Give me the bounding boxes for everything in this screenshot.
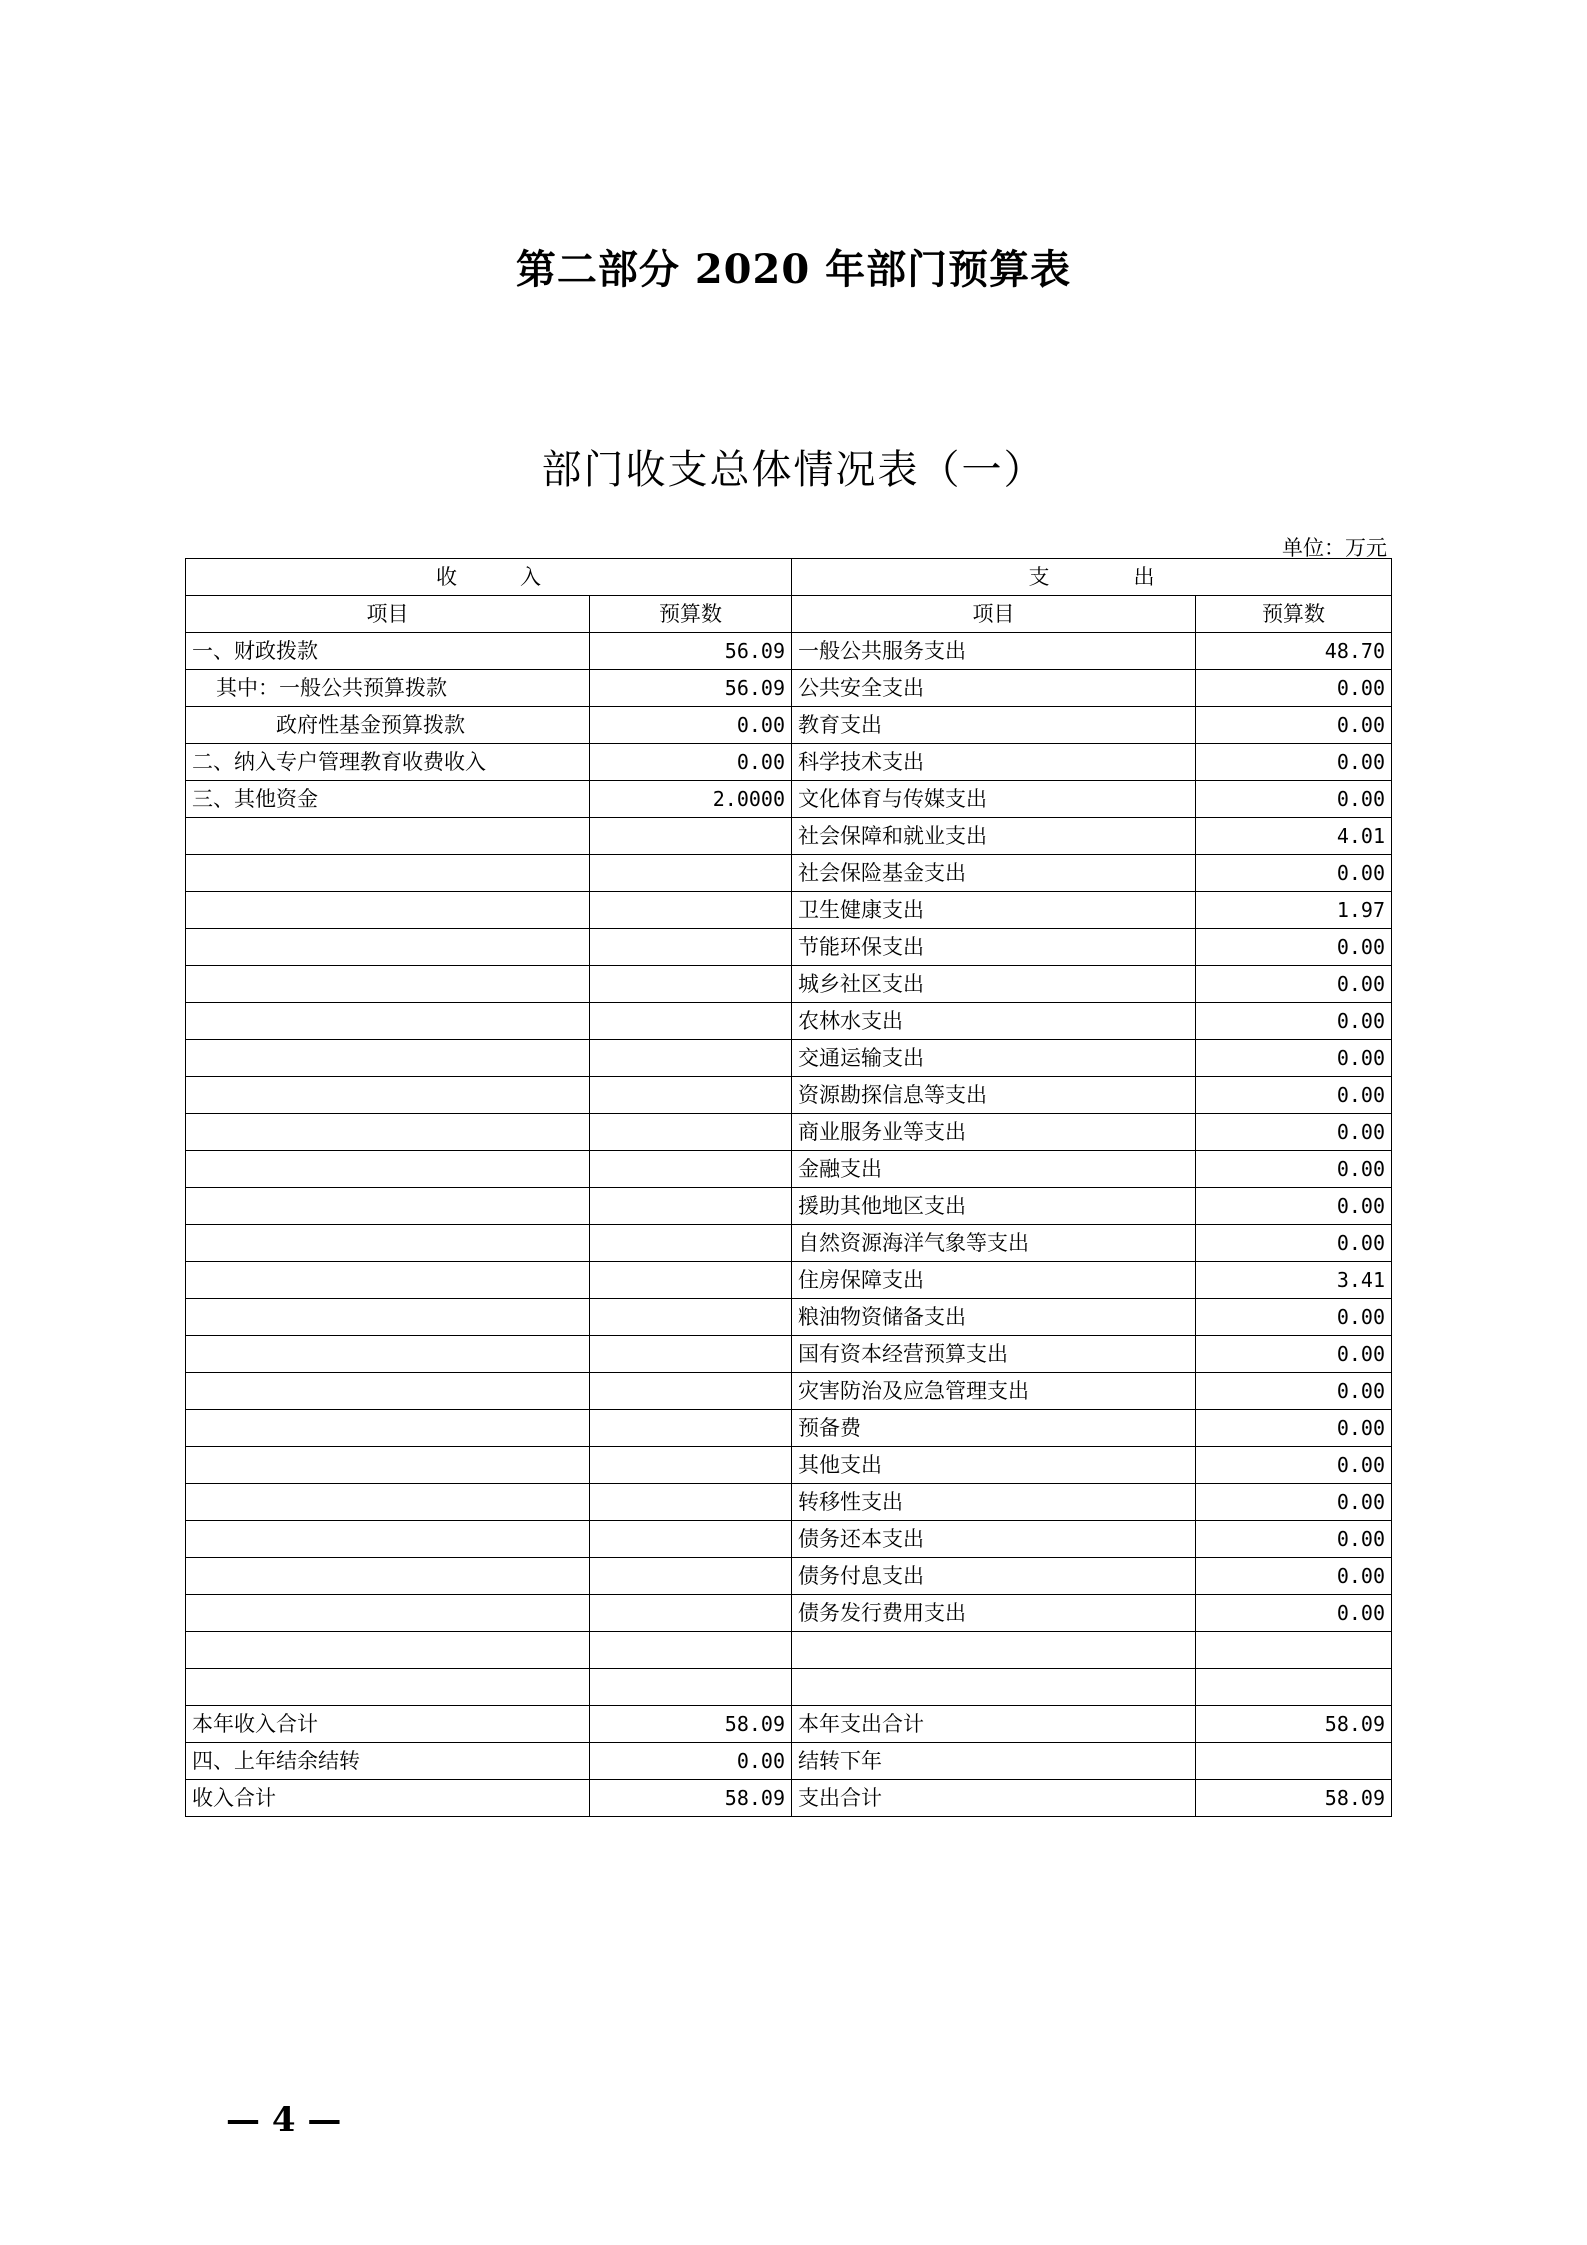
income-amount-cell: 56.09 — [590, 670, 792, 707]
income-amount-cell — [590, 1151, 792, 1188]
expense-item-cell: 商业服务业等支出 — [792, 1114, 1196, 1151]
expense-amount-cell: 0.00 — [1196, 1373, 1392, 1410]
table-row — [186, 633, 1392, 670]
table-row — [186, 1484, 1392, 1521]
income-amount-cell — [590, 966, 792, 1003]
table-row — [186, 1114, 1392, 1151]
expense-item-cell: 交通运输支出 — [792, 1040, 1196, 1077]
table-row — [186, 1040, 1392, 1077]
income-amount-cell — [590, 1077, 792, 1114]
table-row — [186, 1003, 1392, 1040]
budget-table — [185, 558, 1392, 1817]
income-amount-cell: 2.0000 — [590, 781, 792, 818]
table-row — [186, 966, 1392, 1003]
expense-amount-cell: 58.09 — [1196, 1706, 1392, 1743]
expense-item-cell — [792, 1669, 1196, 1706]
expense-amount-cell: 1.97 — [1196, 892, 1392, 929]
expense-item-cell — [792, 1632, 1196, 1669]
table-row — [186, 1669, 1392, 1706]
income-item-cell — [186, 966, 590, 1003]
income-amount-cell — [590, 1373, 792, 1410]
income-item-cell: 二、纳入专户管理教育收费收入 — [186, 744, 590, 781]
income-amount-cell: 58.09 — [590, 1706, 792, 1743]
table-row — [186, 1743, 1392, 1780]
table-row — [186, 781, 1392, 818]
expense-item-cell: 预备费 — [792, 1410, 1196, 1447]
expense-item-cell: 其他支出 — [792, 1447, 1196, 1484]
income-item-cell — [186, 1595, 590, 1632]
expense-amount-cell: 0.00 — [1196, 1299, 1392, 1336]
expense-item-cell: 科学技术支出 — [792, 744, 1196, 781]
income-amount-cell: 0.00 — [590, 707, 792, 744]
table-row — [186, 1299, 1392, 1336]
expense-item-cell: 社会保障和就业支出 — [792, 818, 1196, 855]
expense-item-cell: 公共安全支出 — [792, 670, 1196, 707]
unit-label: 单位：万元 — [1282, 536, 1387, 560]
table-body — [186, 633, 1392, 1817]
income-item-cell — [186, 1558, 590, 1595]
table-row — [186, 1410, 1392, 1447]
expense-amount-cell: 0.00 — [1196, 966, 1392, 1003]
income-item-cell: 其中：一般公共预算拨款 — [186, 670, 590, 707]
expense-item-cell: 本年支出合计 — [792, 1706, 1196, 1743]
part-title: 第二部分 2020 年部门预算表 — [515, 246, 1072, 293]
income-item-cell: 三、其他资金 — [186, 781, 590, 818]
income-item-cell — [186, 1484, 590, 1521]
expense-item-cell: 教育支出 — [792, 707, 1196, 744]
table-row — [186, 1225, 1392, 1262]
income-amount-cell — [590, 1114, 792, 1151]
table-row — [186, 1595, 1392, 1632]
income-item-cell: 四、上年结余结转 — [186, 1743, 590, 1780]
expense-amount-cell: 0.00 — [1196, 707, 1392, 744]
expense-item-cell: 粮油物资储备支出 — [792, 1299, 1196, 1336]
income-item-cell: 一、财政拨款 — [186, 633, 590, 670]
income-item-header: 项目 — [186, 596, 590, 633]
income-item-cell — [186, 1003, 590, 1040]
expense-amount-cell — [1196, 1669, 1392, 1706]
expense-amount-cell: 0.00 — [1196, 1595, 1392, 1632]
income-item-cell — [186, 1299, 590, 1336]
income-item-cell — [186, 1521, 590, 1558]
expense-amount-cell: 4.01 — [1196, 818, 1392, 855]
table-row — [186, 670, 1392, 707]
income-amount-cell — [590, 892, 792, 929]
income-amount-cell — [590, 1188, 792, 1225]
expense-item-cell: 援助其他地区支出 — [792, 1188, 1196, 1225]
expense-amount-cell — [1196, 1743, 1392, 1780]
expense-item-cell: 自然资源海洋气象等支出 — [792, 1225, 1196, 1262]
expense-item-cell: 社会保险基金支出 — [792, 855, 1196, 892]
expense-amount-cell: 0.00 — [1196, 1410, 1392, 1447]
expense-item-cell: 结转下年 — [792, 1743, 1196, 1780]
income-amount-cell — [590, 929, 792, 966]
expense-amount-header: 预算数 — [1196, 596, 1392, 633]
expense-item-cell: 债务发行费用支出 — [792, 1595, 1196, 1632]
expense-item-cell: 债务还本支出 — [792, 1521, 1196, 1558]
table-row — [186, 1188, 1392, 1225]
expense-item-cell: 支出合计 — [792, 1780, 1196, 1817]
income-item-cell — [186, 1040, 590, 1077]
income-item-cell — [186, 1225, 590, 1262]
income-item-cell — [186, 1632, 590, 1669]
table-row — [186, 818, 1392, 855]
income-amount-cell — [590, 1521, 792, 1558]
table-row — [186, 744, 1392, 781]
expense-amount-cell: 0.00 — [1196, 1484, 1392, 1521]
expense-amount-cell: 0.00 — [1196, 1114, 1392, 1151]
income-amount-header: 预算数 — [590, 596, 792, 633]
income-item-cell — [186, 1151, 590, 1188]
expense-amount-cell: 0.00 — [1196, 781, 1392, 818]
table-row — [186, 1521, 1392, 1558]
income-item-cell — [186, 929, 590, 966]
income-amount-cell: 58.09 — [590, 1780, 792, 1817]
expense-item-cell: 节能环保支出 — [792, 929, 1196, 966]
table-row — [186, 1706, 1392, 1743]
income-item-cell — [186, 1262, 590, 1299]
table-row — [186, 1077, 1392, 1114]
expense-amount-cell: 0.00 — [1196, 1225, 1392, 1262]
expense-amount-cell: 0.00 — [1196, 1336, 1392, 1373]
expense-amount-cell: 0.00 — [1196, 855, 1392, 892]
income-amount-cell: 0.00 — [590, 744, 792, 781]
income-amount-cell: 0.00 — [590, 1743, 792, 1780]
income-amount-cell — [590, 1410, 792, 1447]
table-row — [186, 1262, 1392, 1299]
table-title: 部门收支总体情况表（一） — [541, 447, 1046, 493]
income-item-cell — [186, 1669, 590, 1706]
expense-item-cell: 一般公共服务支出 — [792, 633, 1196, 670]
table-row — [186, 929, 1392, 966]
expense-amount-cell: 0.00 — [1196, 1003, 1392, 1040]
table-row — [186, 855, 1392, 892]
expense-amount-cell — [1196, 1632, 1392, 1669]
expense-amount-cell: 3.41 — [1196, 1262, 1392, 1299]
expense-item-cell: 国有资本经营预算支出 — [792, 1336, 1196, 1373]
expense-item-cell: 转移性支出 — [792, 1484, 1196, 1521]
expense-item-cell: 住房保障支出 — [792, 1262, 1196, 1299]
expense-amount-cell: 48.70 — [1196, 633, 1392, 670]
income-amount-cell — [590, 1040, 792, 1077]
page-number: — 4 — — [226, 2100, 342, 2140]
income-amount-cell — [590, 1225, 792, 1262]
income-amount-cell — [590, 855, 792, 892]
table-row — [186, 1373, 1392, 1410]
expense-item-cell: 金融支出 — [792, 1151, 1196, 1188]
expense-amount-cell: 0.00 — [1196, 744, 1392, 781]
income-amount-cell: 56.09 — [590, 633, 792, 670]
expense-item-cell: 卫生健康支出 — [792, 892, 1196, 929]
income-amount-cell — [590, 1299, 792, 1336]
income-amount-cell — [590, 1669, 792, 1706]
table-row — [186, 892, 1392, 929]
income-amount-cell — [590, 818, 792, 855]
table-row — [186, 1632, 1392, 1669]
expense-amount-cell: 0.00 — [1196, 1447, 1392, 1484]
income-item-cell — [186, 1410, 590, 1447]
income-amount-cell — [590, 1003, 792, 1040]
income-amount-cell — [590, 1484, 792, 1521]
group-header-row — [186, 559, 1392, 596]
expense-item-cell: 债务付息支出 — [792, 1558, 1196, 1595]
income-amount-cell — [590, 1262, 792, 1299]
expense-amount-cell: 0.00 — [1196, 670, 1392, 707]
income-amount-cell — [590, 1595, 792, 1632]
table-row — [186, 1151, 1392, 1188]
column-header-row — [186, 596, 1392, 633]
table-row — [186, 707, 1392, 744]
table-row — [186, 1780, 1392, 1817]
income-item-cell — [186, 892, 590, 929]
expense-group-header: 支 出 — [792, 559, 1392, 596]
expense-item-cell: 城乡社区支出 — [792, 966, 1196, 1003]
income-item-cell: 政府性基金预算拨款 — [186, 707, 590, 744]
income-item-cell — [186, 1373, 590, 1410]
income-item-cell — [186, 1447, 590, 1484]
expense-amount-cell: 0.00 — [1196, 1040, 1392, 1077]
income-amount-cell — [590, 1632, 792, 1669]
income-group-header: 收 入 — [186, 559, 792, 596]
income-amount-cell — [590, 1447, 792, 1484]
income-item-cell — [186, 1188, 590, 1225]
expense-amount-cell: 0.00 — [1196, 1558, 1392, 1595]
expense-item-cell: 灾害防治及应急管理支出 — [792, 1373, 1196, 1410]
expense-amount-cell: 0.00 — [1196, 929, 1392, 966]
income-item-cell — [186, 1336, 590, 1373]
expense-item-header: 项目 — [792, 596, 1196, 633]
table-row — [186, 1558, 1392, 1595]
table-row — [186, 1447, 1392, 1484]
income-item-cell — [186, 1077, 590, 1114]
table-row — [186, 1336, 1392, 1373]
income-amount-cell — [590, 1558, 792, 1595]
expense-amount-cell: 0.00 — [1196, 1151, 1392, 1188]
income-amount-cell — [590, 1336, 792, 1373]
expense-amount-cell: 58.09 — [1196, 1780, 1392, 1817]
expense-amount-cell: 0.00 — [1196, 1188, 1392, 1225]
income-item-cell: 收入合计 — [186, 1780, 590, 1817]
expense-item-cell: 文化体育与传媒支出 — [792, 781, 1196, 818]
income-item-cell — [186, 818, 590, 855]
income-item-cell — [186, 855, 590, 892]
income-item-cell: 本年收入合计 — [186, 1706, 590, 1743]
expense-item-cell: 资源勘探信息等支出 — [792, 1077, 1196, 1114]
income-item-cell — [186, 1114, 590, 1151]
expense-item-cell: 农林水支出 — [792, 1003, 1196, 1040]
expense-amount-cell: 0.00 — [1196, 1077, 1392, 1114]
expense-amount-cell: 0.00 — [1196, 1521, 1392, 1558]
